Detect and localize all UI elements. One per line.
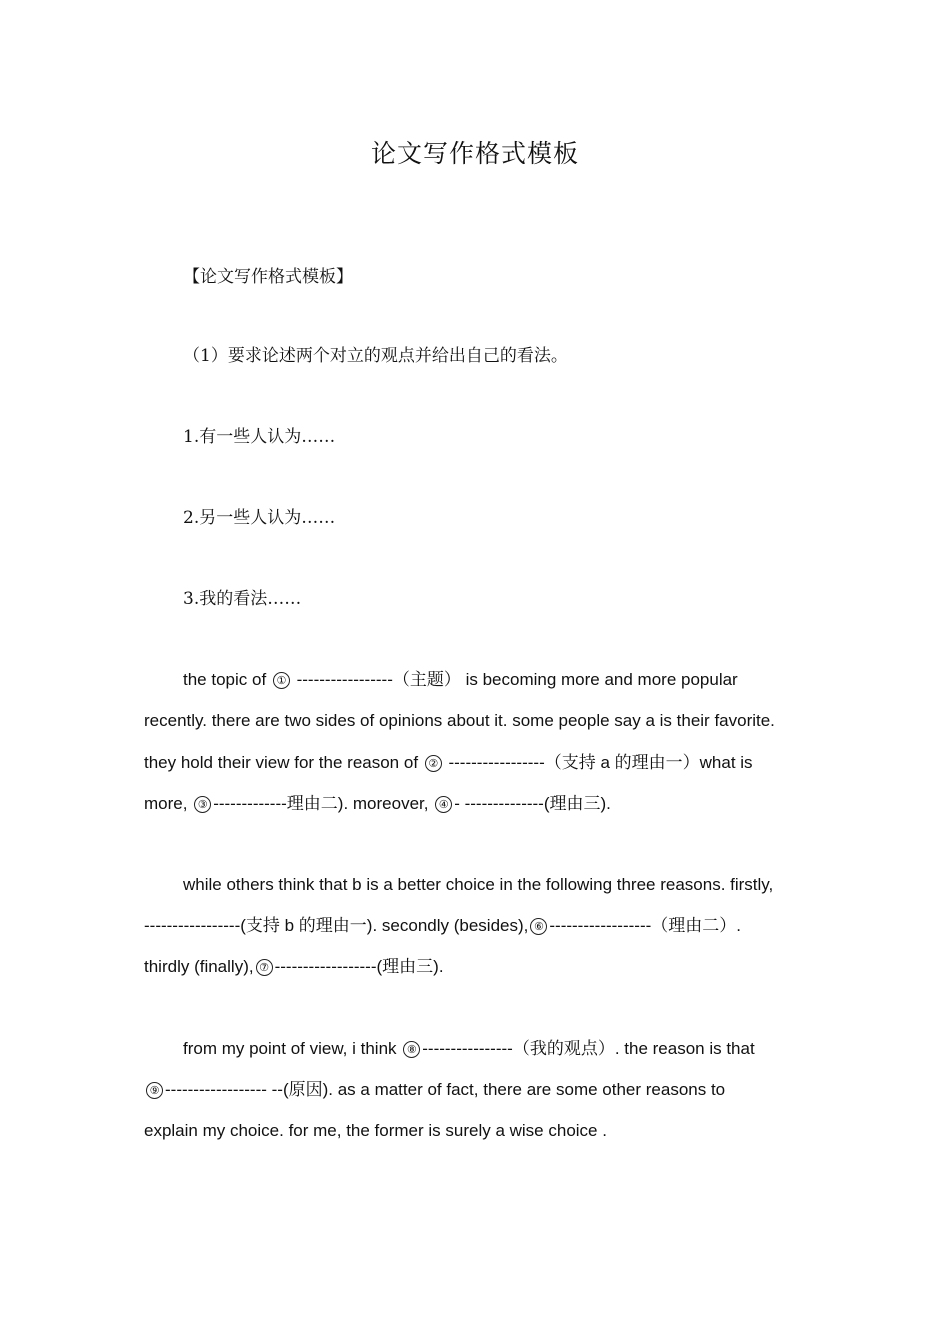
blank-number-marker: ⑦ [256,959,273,976]
text-run: -----------------(支持 b 的理由一). secondly (besides), [144,916,529,935]
blank-number-marker: ③ [194,796,211,813]
document-title: 论文写作格式模板 [370,139,579,168]
text-run: ------------------（理由二）. [549,916,741,935]
paragraph-2-line-1: while others think that b is a better choice in the following three reasons. firstly, [183,875,774,894]
requirement-text: （1）要求论述两个对立的观点并给出自己的看法。 [183,346,568,366]
text-run: from my point of view, i think [183,1039,402,1058]
blank-number-marker: ② [425,755,442,772]
outline-item: 2.另一些人认为…… [183,508,336,528]
text-run: -----------------（支持 a 的理由一）what is [443,753,753,772]
blank-number-marker: ⑧ [403,1041,420,1058]
outline-item: 1.有一些人认为…… [183,427,336,447]
paragraph-2-line-3 [144,955,444,979]
blank-number-marker: ⑥ [530,918,547,935]
blank-number-marker: ④ [435,796,452,813]
text-run: the topic of [183,670,271,689]
outline-item: 3.我的看法…… [183,589,302,609]
text-run: ------------------(理由三). [274,957,444,976]
text-run: ----------------（我的观点）. the reason is that [422,1039,755,1058]
paragraph-1-line-4 [144,792,611,816]
paragraph-3-line-3: explain my choice. for me, the former is surely a wise choice . [144,1121,607,1140]
blank-number-marker: ⑨ [146,1082,163,1099]
text-run: - --------------(理由三). [454,794,611,813]
paragraph-1-line-2: recently. there are two sides of opinions about it. some people say a is their favorite. [144,711,775,730]
text-run: -------------理由二). moreover, [213,794,434,813]
section-heading: 【论文写作格式模板】 [183,267,353,287]
paragraph-3-line-1 [183,1037,755,1061]
text-run: they hold their view for the reason of [144,753,423,772]
paragraph-1-line-1 [183,668,738,692]
paragraph-3-line-2 [144,1078,725,1102]
blank-number-marker: ① [273,672,290,689]
text-run: ------------------ --(原因). as a matter of fact, there are some other reasons to [165,1080,726,1099]
text-run: -----------------（主题） is becoming more and more popular [291,670,738,689]
text-run: more, [144,794,193,813]
paragraph-1-line-3 [144,751,753,775]
paragraph-2-line-2 [144,914,741,938]
text-run: thirdly (finally), [144,957,254,976]
